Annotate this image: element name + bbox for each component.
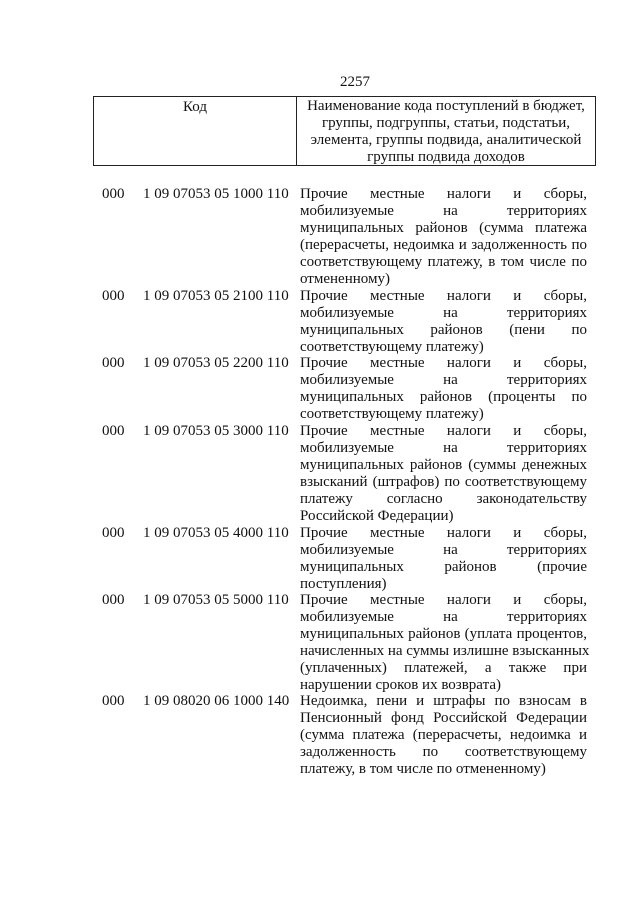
description-line: соответствующему платежу, в том числе по [300,254,587,270]
row-admin-code: 000 [102,355,125,371]
description-line: мобилизуемые на территориях [300,305,587,321]
description-line: поступления) [300,576,387,592]
row-description [300,355,587,423]
description-line: Прочие местные налоги и сборы, [300,355,587,371]
description-line: платежу, в том числе по отмененному) [300,761,546,777]
row-admin-code: 000 [102,592,125,608]
header-name-line: Наименование кода поступлений в бюджет, [307,98,585,114]
header-name-line: группы подвида доходов [367,149,525,165]
description-line: Пенсионный фонд Российской Федерации [300,710,587,726]
description-line: муниципальных районов (сумма платежа [300,220,587,236]
row-admin-code: 000 [102,186,125,202]
description-line: Прочие местные налоги и сборы, [300,288,587,304]
row-description [300,186,587,288]
row-budget-code: 1 09 07053 05 2200 110 [143,355,289,371]
description-line: мобилизуемые на территориях [300,542,587,558]
description-line: муниципальных районов (пени по [300,322,587,338]
row-budget-code: 1 09 08020 06 1000 140 [143,693,290,709]
description-line: (сумма платежа (перерасчеты, недоимка и [300,727,587,743]
row-description [300,693,587,778]
description-line: муниципальных районов (суммы денежных [300,457,587,473]
description-line: Недоимка, пени и штрафы по взносам в [300,693,587,709]
header-code-label: Код [94,97,297,165]
description-line: отмененному) [300,271,390,287]
header-name-line: элемента, группы подвида, аналитической [310,132,582,148]
row-budget-code: 1 09 07053 05 1000 110 [143,186,289,202]
description-line: муниципальных районов (прочие [300,559,587,575]
row-budget-code: 1 09 07053 05 5000 110 [143,592,289,608]
description-line: муниципальных районов (проценты по [300,389,587,405]
description-line: Прочие местные налоги и сборы, [300,592,587,608]
row-description [300,525,587,593]
row-budget-code: 1 09 07053 05 3000 110 [143,423,289,439]
description-line: муниципальных районов (уплата процентов, [300,626,587,642]
row-admin-code: 000 [102,693,125,709]
description-line: задолженность по соответствующему [300,744,587,760]
row-budget-code: 1 09 07053 05 4000 110 [143,525,289,541]
description-line: взысканий (штрафов) по соответствующему [300,474,587,490]
description-line: Прочие местные налоги и сборы, [300,525,587,541]
row-description [300,423,587,525]
description-line: (уплаченных) платежей, а также при [300,660,587,676]
description-line: (перерасчеты, недоимка и задолженность по [300,237,587,253]
description-line: мобилизуемые на территориях [300,372,587,388]
row-admin-code: 000 [102,423,125,439]
description-line: мобилизуемые на территориях [300,440,587,456]
description-line: Российской Федерации) [300,508,454,524]
row-description [300,288,587,356]
description-line: мобилизуемые на территориях [300,609,587,625]
header-name-line: группы, подгруппы, статьи, подстатьи, [321,115,571,131]
description-line: платежу согласно законодательству [300,491,587,507]
row-budget-code: 1 09 07053 05 2100 110 [143,288,289,304]
row-admin-code: 000 [102,288,125,304]
description-line: мобилизуемые на территориях [300,203,587,219]
description-line: соответствующему платежу) [300,406,484,422]
table-header [93,96,596,166]
description-line: начисленных на суммы излишне взысканных [300,643,590,659]
row-admin-code: 000 [102,525,125,541]
description-line: Прочие местные налоги и сборы, [300,186,587,202]
row-description [300,592,590,694]
page-number: 2257 [340,74,370,90]
description-line: соответствующему платежу) [300,339,484,355]
description-line: Прочие местные налоги и сборы, [300,423,587,439]
header-name-label [297,97,595,165]
description-line: нарушении сроков их возврата) [300,677,501,693]
